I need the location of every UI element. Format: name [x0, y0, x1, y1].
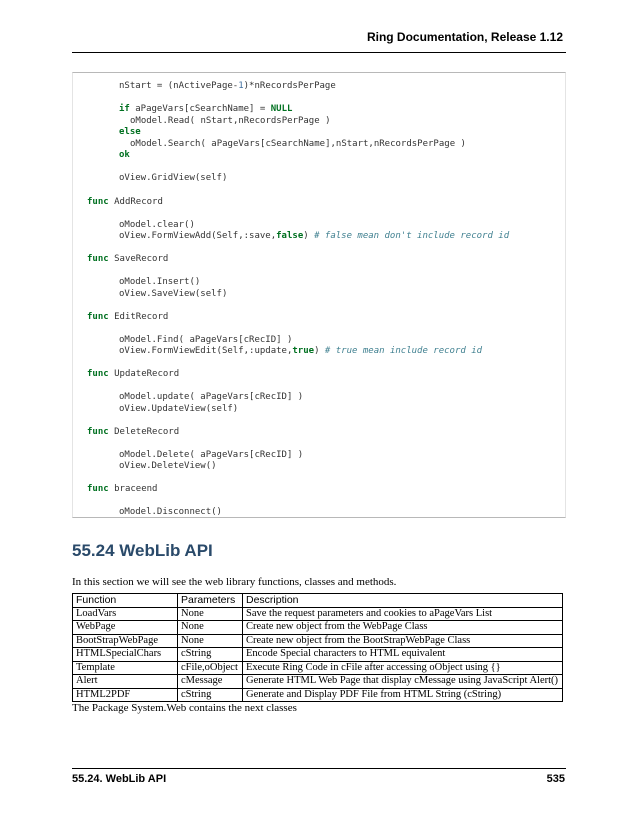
code-line: func SaveRecord: [87, 254, 169, 264]
cell-parameters: cFile,oObject: [178, 661, 243, 675]
cell-description: Execute Ring Code in cFile after accessing oObject using {}: [243, 661, 563, 675]
code-line: oModel.Read( nStart,nRecordsPerPage ): [130, 116, 331, 126]
cell-parameters: cString: [178, 648, 243, 662]
section-heading: 55.24 WebLib API: [72, 541, 213, 560]
cell-parameters: None: [178, 634, 243, 648]
table-row: [73, 675, 563, 689]
code-line: oView.UpdateView(self): [119, 404, 239, 414]
code-line: oView.FormViewAdd(Self,:save,false) # false mean don't include record id: [119, 231, 510, 241]
cell-function: HTMLSpecialChars: [73, 648, 178, 662]
code-line: oModel.Disconnect(): [119, 507, 222, 517]
code-line: oModel.Delete( aPageVars[cRecID] ): [119, 450, 304, 460]
code-line: oModel.Find( aPageVars[cRecID] ): [119, 335, 293, 345]
cell-description: Generate and Display PDF File from HTML String (cString): [243, 688, 563, 702]
code-line: nStart = (nActivePage-1)*nRecordsPerPage: [119, 81, 336, 91]
code-line: oView.SaveView(self): [119, 289, 228, 299]
table-row: [73, 634, 563, 648]
column-header-function: Function: [73, 594, 178, 608]
code-line: ok: [119, 150, 130, 160]
column-header-parameters: Parameters: [178, 594, 243, 608]
cell-function: HTML2PDF: [73, 688, 178, 702]
code-line: func AddRecord: [87, 197, 163, 207]
cell-function: LoadVars: [73, 607, 178, 621]
code-block: [72, 72, 566, 518]
table-row: [73, 661, 563, 675]
cell-description: Create new object from the WebPage Class: [243, 621, 563, 635]
table-row: [73, 607, 563, 621]
header-rule: [72, 52, 566, 53]
cell-function: BootStrapWebPage: [73, 634, 178, 648]
code-line: func EditRecord: [87, 312, 169, 322]
code-line: func UpdateRecord: [87, 369, 180, 379]
intro-paragraph: In this section we will see the web library functions, classes and methods.: [72, 576, 397, 588]
table-row: [73, 648, 563, 662]
table-row: [73, 621, 563, 635]
code-line: oModel.clear(): [119, 220, 195, 230]
cell-description: Save the request parameters and cookies to aPageVars List: [243, 607, 563, 621]
weblib-api-table: [72, 593, 563, 702]
cell-function: WebPage: [73, 621, 178, 635]
code-line: func braceend: [87, 484, 158, 494]
code-line: func DeleteRecord: [87, 427, 180, 437]
cell-description: Create new object from the BootStrapWebPage Class: [243, 634, 563, 648]
table-row: [73, 688, 563, 702]
closing-paragraph: The Package System.Web contains the next classes: [72, 702, 297, 714]
running-header-title: Ring Documentation, Release 1.12: [366, 30, 563, 44]
code-line: oModel.Insert(): [119, 277, 201, 287]
code-line: oModel.update( aPageVars[cRecID] ): [119, 392, 304, 402]
cell-function: Alert: [73, 675, 178, 689]
cell-description: Generate HTML Web Page that display cMessage using JavaScript Alert(): [243, 675, 563, 689]
cell-parameters: cString: [178, 688, 243, 702]
page-number: 535: [546, 773, 565, 785]
cell-function: Template: [73, 661, 178, 675]
cell-parameters: cMessage: [178, 675, 243, 689]
footer-section-label: 55.24. WebLib API: [72, 773, 167, 785]
code-line: oView.FormViewEdit(Self,:update,true) # true mean include record id: [119, 346, 483, 356]
column-header-description: Description: [243, 594, 563, 608]
cell-parameters: None: [178, 621, 243, 635]
code-line: oView.GridView(self): [119, 173, 228, 183]
code-line: oModel.Search( aPageVars[cSearchName],nStart,nRecordsPerPage ): [130, 139, 466, 149]
code-line: else: [119, 127, 141, 137]
footer-rule: [72, 768, 566, 769]
cell-parameters: None: [178, 607, 243, 621]
code-line: oView.DeleteView(): [119, 461, 217, 471]
table-header-row: [73, 594, 563, 608]
code-line: if aPageVars[cSearchName] = NULL: [119, 104, 293, 114]
cell-description: Encode Special characters to HTML equivalent: [243, 648, 563, 662]
